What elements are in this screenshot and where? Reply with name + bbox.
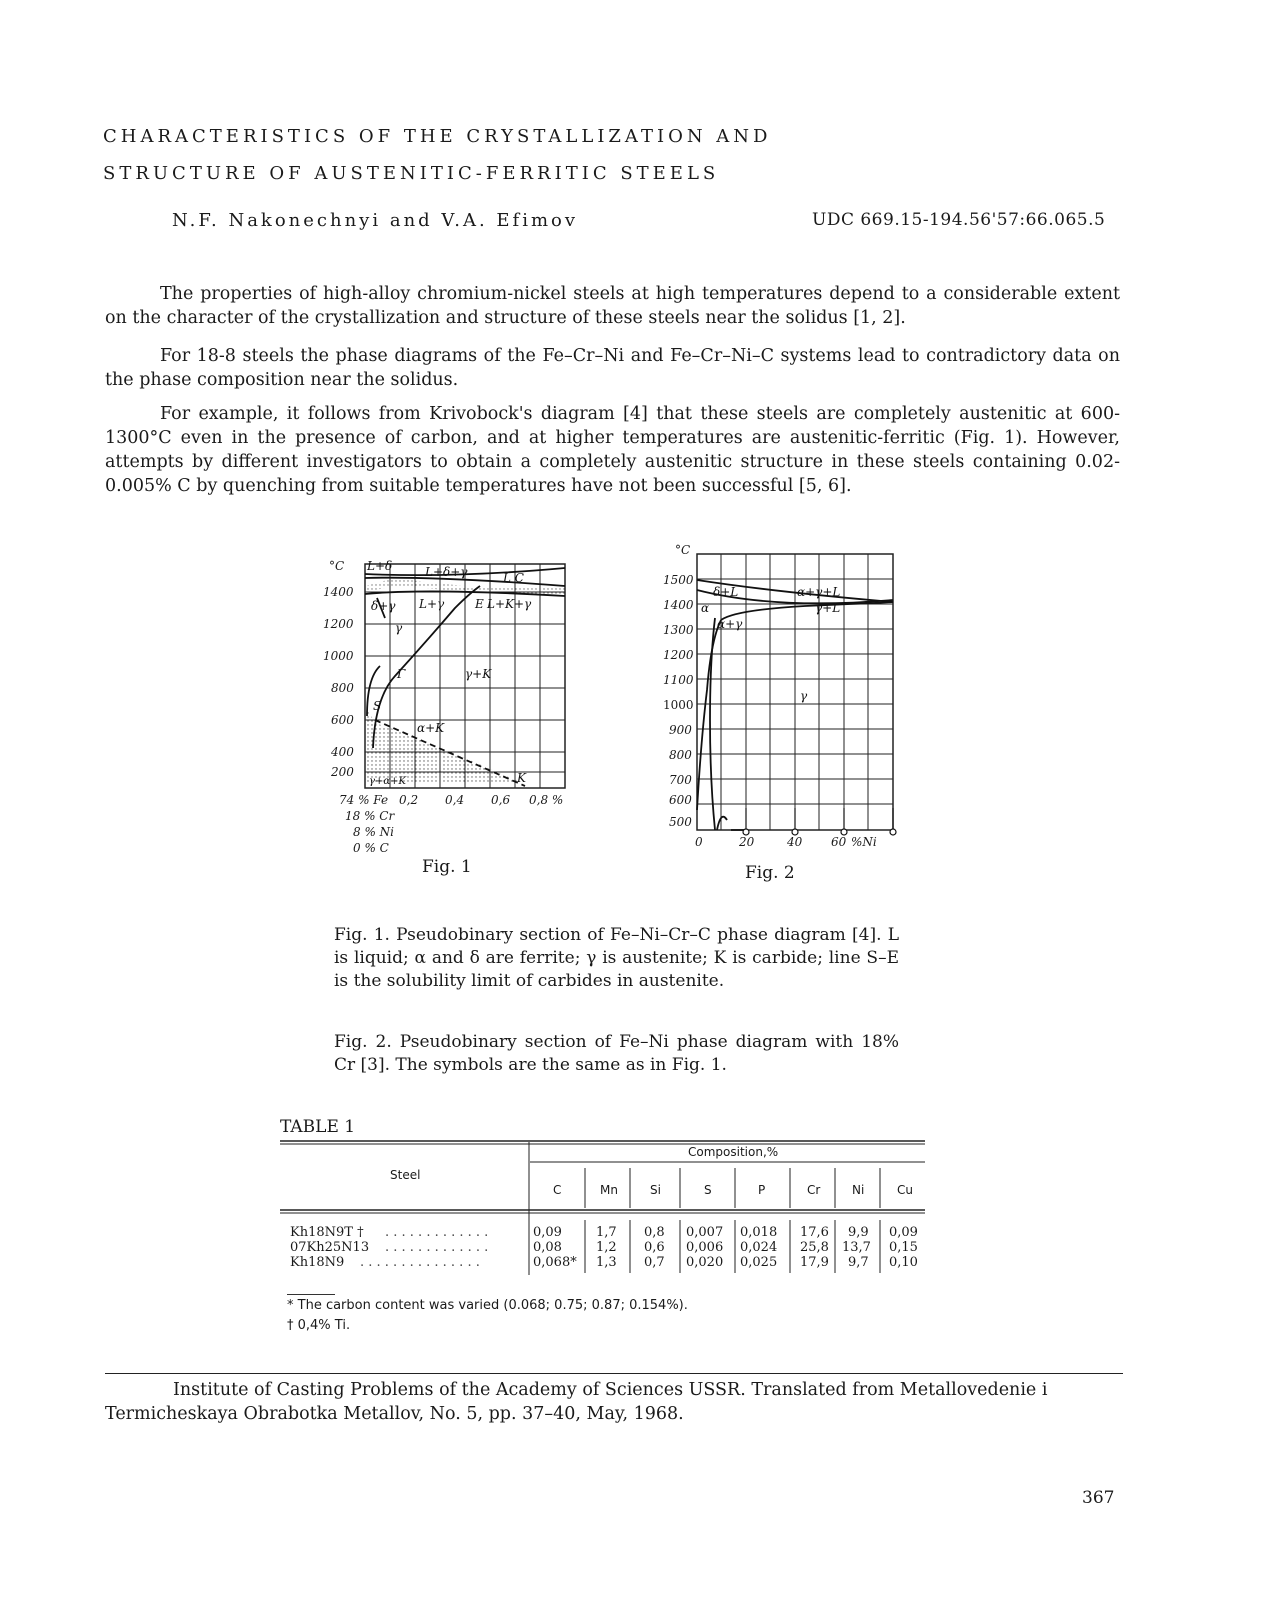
fig1-y-tick: 1200 — [323, 617, 354, 631]
fig1-x-origin-cr: 18 % Cr — [345, 809, 395, 823]
table-col-si: Si — [650, 1183, 661, 1197]
table-cell: 25,8 — [800, 1240, 829, 1255]
table-cell: 1,7 — [596, 1225, 617, 1240]
table-col-cr: Cr — [807, 1183, 821, 1197]
table-cell: 17,6 — [800, 1225, 829, 1240]
figure-2-label: Fig. 2 — [745, 863, 795, 883]
fig2-region-alpha-gamma-l: α+γ+L — [797, 585, 841, 599]
table-title: TABLE 1 — [280, 1117, 356, 1137]
fig1-x-tick: 0,4 — [445, 793, 465, 807]
fig1-y-tick: 400 — [331, 745, 354, 759]
fig1-y-tick: 1400 — [323, 585, 354, 599]
fig1-y-tick: 600 — [331, 713, 354, 727]
table-cell: 0,020 — [686, 1255, 724, 1270]
table-cell: 1,2 — [596, 1240, 617, 1255]
fig1-x-tick: 0,6 — [491, 793, 511, 807]
paragraph-3: For example, it follows from Krivobock's diagram [4] that these steels are completely austenitic at 600-1300°C even in the presence of carbon, and at higher temperatures are austenitic-ferritic (Fig. 1). However, attempts by different investigators to obtain a completely austenitic structure in these steels containing 0.02-0.005% C by quenching from suitable temperatures have not been successful [5, 6]. — [105, 404, 1120, 496]
fig2-y-tick: 800 — [669, 748, 692, 762]
paper-title-line-1: CHARACTERISTICS OF THE CRYSTALLIZATION AND — [103, 126, 772, 147]
fig1-x-origin-fe: 74 % Fe — [339, 793, 389, 807]
fig2-y-tick: 700 — [669, 773, 692, 787]
fig1-x-origin-c: 0 % C — [353, 841, 389, 855]
page-number: 367 — [1082, 1488, 1115, 1508]
fig2-region-delta-l: δ+L — [713, 585, 739, 599]
fig1-region-lc: L C — [503, 571, 524, 585]
fig2-y-tick: 1200 — [663, 648, 694, 662]
table-cell: 0,025 — [740, 1255, 778, 1270]
table-cell: 9,7 — [848, 1255, 869, 1270]
fig2-x-tick: 20 — [739, 835, 755, 849]
fig1-region-l-delta-gamma: L+δ+γ — [425, 565, 468, 579]
table-col-c: C — [553, 1183, 562, 1197]
footnote-rule — [287, 1294, 335, 1295]
table-cell: 0,8 — [644, 1225, 665, 1240]
fig1-region-s: S — [373, 699, 382, 713]
table-col-ni: Ni — [852, 1183, 865, 1197]
composition-table — [280, 1140, 930, 1290]
fig1-y-tick: 800 — [331, 681, 354, 695]
fig2-y-unit: °C — [675, 543, 691, 557]
table-cell: 0,15 — [889, 1240, 918, 1255]
fig2-x-tick: 40 — [787, 835, 803, 849]
table-cell: 0,09 — [533, 1225, 562, 1240]
table-footnote-carbon: * The carbon content was varied (0.068; 0.75; 0.87; 0.154%). — [287, 1298, 688, 1313]
table-cell: 0,10 — [889, 1255, 918, 1270]
svg-text:. . . . . . . . . . . . .: . . . . . . . . . . . . . — [385, 1240, 489, 1255]
fig1-region-l-delta: L+δ — [367, 559, 393, 573]
table-cell: 0,09 — [889, 1225, 918, 1240]
fig2-y-tick: 1100 — [663, 673, 694, 687]
fig2-region-alpha: α — [701, 601, 710, 615]
figure-1-phase-diagram — [315, 548, 585, 868]
fig1-region-e: E — [475, 597, 484, 611]
udc-code: UDC 669.15-194.56'57:66.065.5 — [812, 210, 1106, 230]
figure-1-caption: Fig. 1. Pseudobinary section of Fe–Ni–Cr–C phase diagram [4]. L is liquid; α and δ are ferrite; γ is austenite; K is carbide; line S–E is the solubility limit of carbides in austenite. — [334, 925, 899, 991]
svg-text:. . . . . . . . . . . . . . .: . . . . . . . . . . . . . . . — [360, 1255, 480, 1270]
table-cell: 0,068* — [533, 1255, 577, 1270]
table-cell: 0,08 — [533, 1240, 562, 1255]
fig1-region-gamma: γ — [395, 621, 403, 635]
fig2-y-tick: 1500 — [663, 573, 694, 587]
table-col-mn: Mn — [600, 1183, 618, 1197]
fig2-y-tick: 1000 — [663, 698, 694, 712]
fig1-x-tick: 0,2 — [399, 793, 419, 807]
table-cell: 0,6 — [644, 1240, 665, 1255]
fig1-region-gamma-k: γ+K — [465, 667, 492, 681]
table-cell: 0,007 — [686, 1225, 724, 1240]
fig1-region-k: K — [517, 771, 526, 785]
fig1-region-gamma-line: Γ — [397, 667, 406, 681]
fig1-y-tick: 1000 — [323, 649, 354, 663]
fig2-region-gamma-l: γ+L — [815, 601, 841, 615]
table-col-s: S — [704, 1183, 712, 1197]
fig1-y-tick: 200 — [331, 765, 354, 779]
fig2-region-gamma: γ — [800, 689, 808, 703]
table-footnote-titanium: † 0,4% Ti. — [287, 1318, 351, 1333]
table-col-cu: Cu — [897, 1183, 913, 1197]
figure-2-phase-diagram — [655, 540, 905, 860]
fig1-region-l-gamma: L+γ — [419, 597, 445, 611]
fig2-x-unit: %Ni — [851, 835, 877, 849]
fig1-region-l-k-gamma: L+K+γ — [487, 597, 532, 611]
fig2-x-tick: 0 — [695, 835, 703, 849]
table-cell: 13,7 — [842, 1240, 871, 1255]
table-steel-header: Steel — [390, 1168, 421, 1182]
fig2-x-tick: 60 — [831, 835, 847, 849]
fig2-y-tick: 500 — [669, 815, 692, 829]
table-cell: 9,9 — [848, 1225, 869, 1240]
table-cell: 0,7 — [644, 1255, 665, 1270]
fig1-x-origin-ni: 8 % Ni — [353, 825, 395, 839]
table-row-steel: Kh18N9 — [290, 1255, 345, 1270]
table-cell: 17,9 — [800, 1255, 829, 1270]
fig1-region-gamma-alpha-k: γ+α+K — [369, 776, 406, 787]
svg-text:. . . . . . . . . . . . .: . . . . . . . . . . . . . — [385, 1225, 489, 1240]
fig1-y-unit: °C — [329, 559, 345, 573]
footer-rule — [105, 1373, 1123, 1374]
fig2-region-alpha-gamma: α+γ — [717, 617, 743, 631]
paragraph-2: For 18-8 steels the phase diagrams of the Fe–Cr–Ni and Fe–Cr–Ni–C systems lead to contradictory data on the phase composition near the solidus. — [105, 346, 1120, 390]
fig2-y-tick: 600 — [669, 793, 692, 807]
figure-2-caption: Fig. 2. Pseudobinary section of Fe–Ni phase diagram with 18% Cr [3]. The symbols are the same as in Fig. 1. — [334, 1032, 899, 1075]
affiliation-note: Institute of Casting Problems of the Academy of Sciences USSR. Translated from Metallovedenie i Termicheskaya Obrabotka Metallov, No. 5, pp. 37–40, May, 1968. — [105, 1380, 1048, 1424]
fig2-y-tick: 1300 — [663, 623, 694, 637]
fig2-y-tick: 1400 — [663, 598, 694, 612]
table-cell: 0,018 — [740, 1225, 778, 1240]
table-row-steel: 07Kh25N13 — [290, 1240, 370, 1255]
table-row-steel: Kh18N9T † — [290, 1225, 364, 1240]
table-cell: 0,024 — [740, 1240, 778, 1255]
paper-title-line-2: STRUCTURE OF AUSTENITIC-FERRITIC STEELS — [103, 163, 720, 184]
fig1-region-delta-gamma: δ+γ — [371, 599, 396, 613]
fig2-y-tick: 900 — [669, 723, 692, 737]
fig1-x-tick: 0,8 % — [529, 793, 564, 807]
table-col-p: P — [758, 1183, 766, 1197]
paragraph-1: The properties of high-alloy chromium-nickel steels at high temperatures depend to a considerable extent on the character of the crystallization and structure of these steels near the solidus [1, 2]. — [105, 284, 1120, 328]
table-composition-header: Composition,% — [688, 1145, 779, 1159]
fig1-region-alpha-k: α+K — [417, 721, 445, 735]
authors: N.F. Nakonechnyi and V.A. Efimov — [172, 210, 579, 231]
figure-1-label: Fig. 1 — [422, 857, 472, 877]
table-cell: 1,3 — [596, 1255, 617, 1270]
table-cell: 0,006 — [686, 1240, 724, 1255]
